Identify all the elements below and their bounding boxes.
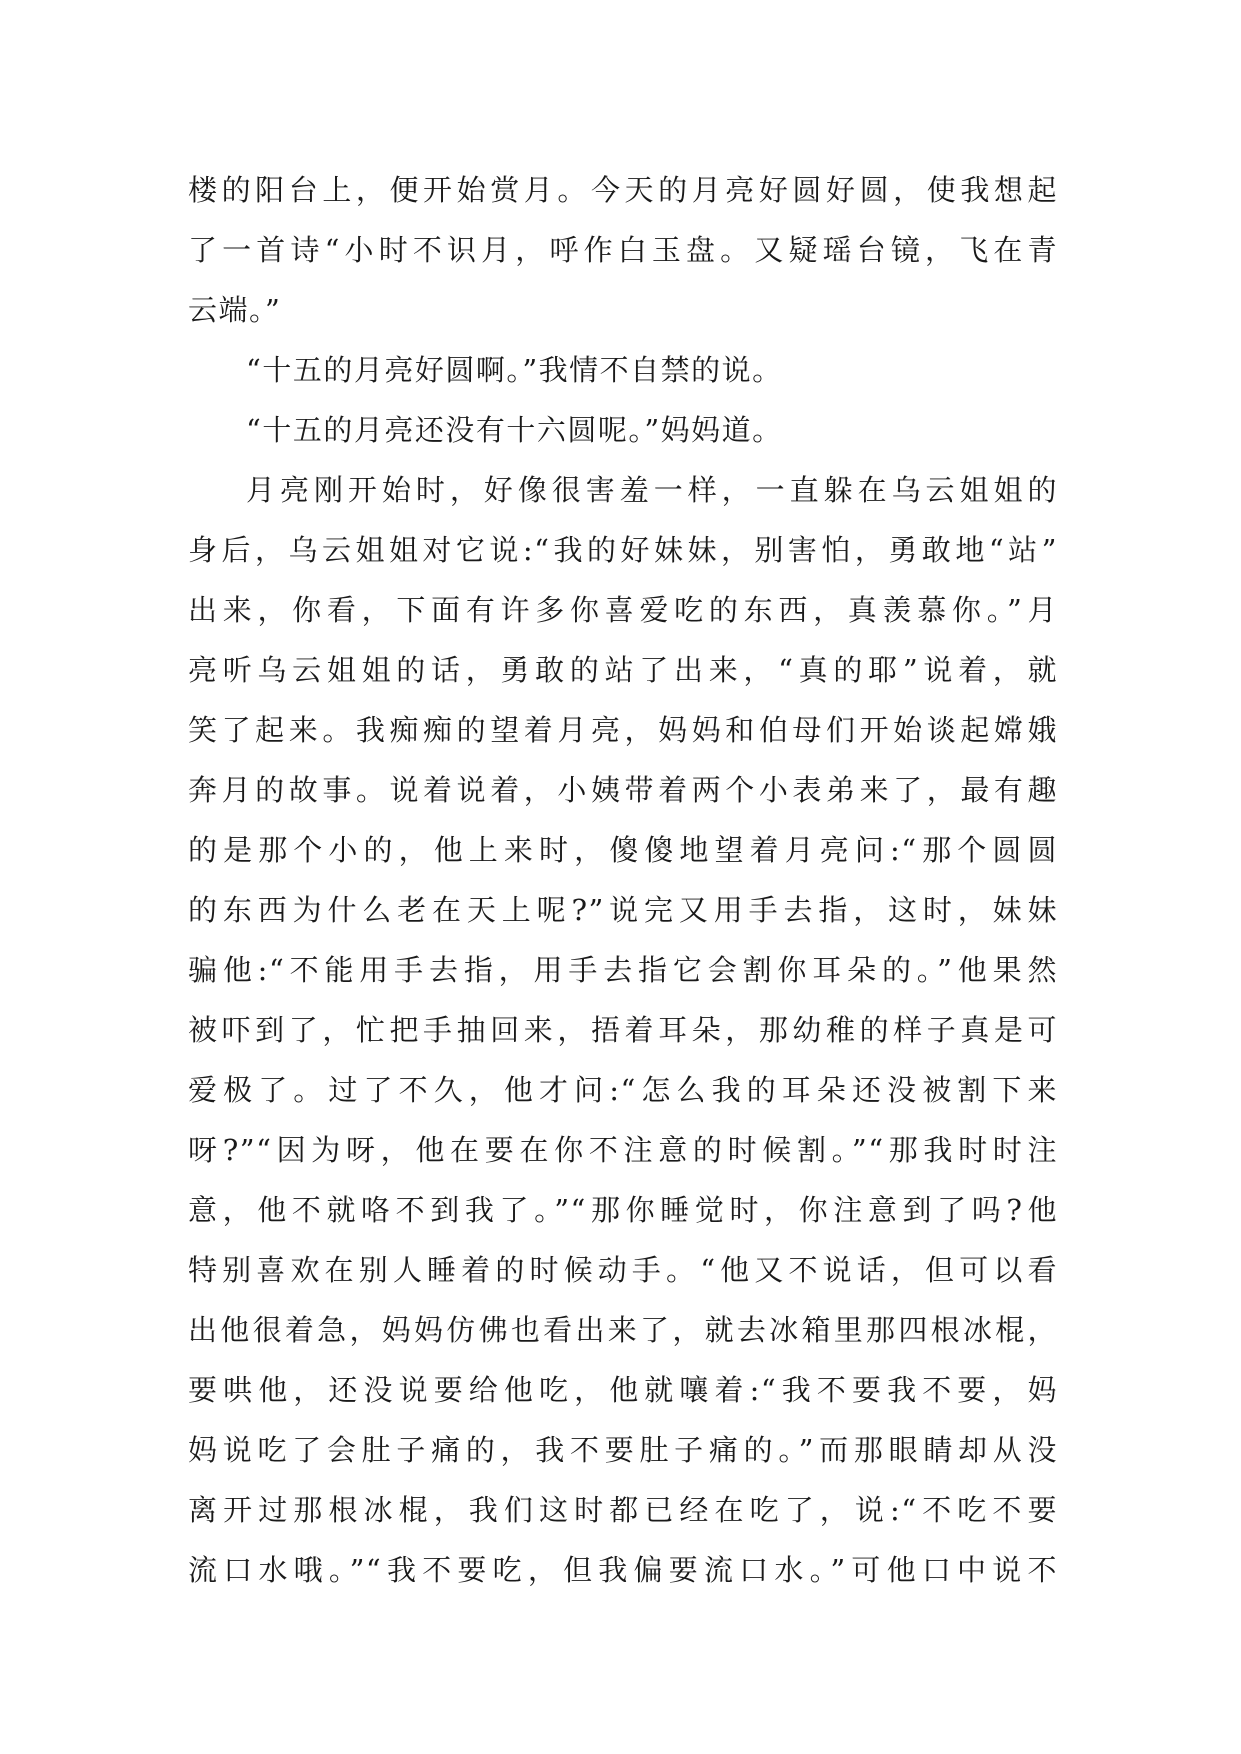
text-line: 了一首诗“小时不识月，呼作白玉盘。又疑瑶台镜，飞在青 (188, 233, 1058, 267)
text-line: 流口水哦。”“我不要吃，但我偏要流口水。”可他口中说不 (188, 1553, 1058, 1587)
text-line: 离开过那根冰棍，我们这时都已经在吃了，说:“不吃不要 (188, 1493, 1058, 1527)
text-line: 亮听乌云姐姐的话，勇敢的站了出来，“真的耶”说着，就 (188, 653, 1058, 687)
text-line: 出来，你看，下面有许多你喜爱吃的东西，真羡慕你。”月 (188, 593, 1058, 627)
text-line: 笑了起来。我痴痴的望着月亮，妈妈和伯母们开始谈起嫦娥 (188, 713, 1058, 747)
text-line: 身后，乌云姐姐对它说:“我的好妹妹，别害怕，勇敢地“站” (188, 533, 1058, 567)
text-line: “十五的月亮还没有十六圆呢。”妈妈道。 (246, 413, 783, 447)
text-line: 骗他:“不能用手去指，用手去指它会割你耳朵的。”他果然 (188, 953, 1058, 987)
text-line: 被吓到了，忙把手抽回来，捂着耳朵，那幼稚的样子真是可 (188, 1013, 1058, 1047)
text-line: 意，他不就咯不到我了。”“那你睡觉时，你注意到了吗?他 (188, 1193, 1058, 1227)
text-line: 的是那个小的，他上来时，傻傻地望着月亮问:“那个圆圆 (188, 833, 1058, 867)
text-line: 爱极了。过了不久，他才问:“怎么我的耳朵还没被割下来 (188, 1073, 1058, 1107)
text-line: 呀?”“因为呀，他在要在你不注意的时候割。”“那我时时注 (188, 1133, 1058, 1167)
body-text (188, 160, 1058, 1600)
text-line: 云端。” (188, 293, 282, 327)
text-line: 奔月的故事。说着说着，小姨带着两个小表弟来了，最有趣 (188, 773, 1058, 807)
text-line: 要哄他，还没说要给他吃，他就嚷着:“我不要我不要，妈 (188, 1373, 1058, 1407)
text-line: 出他很着急，妈妈仿佛也看出来了，就去冰箱里那四根冰棍， (188, 1313, 1058, 1347)
text-line: 月亮刚开始时，好像很害羞一样，一直躲在乌云姐姐的 (246, 473, 1058, 507)
text-line: 楼的阳台上，便开始赏月。今天的月亮好圆好圆，使我想起 (188, 173, 1058, 207)
text-line: 特别喜欢在别人睡着的时候动手。“他又不说话，但可以看 (188, 1253, 1058, 1287)
text-line: “十五的月亮好圆啊。”我情不自禁的说。 (246, 353, 783, 387)
text-line: 妈说吃了会肚子痛的，我不要肚子痛的。”而那眼睛却从没 (188, 1433, 1058, 1467)
text-line: 的东西为什么老在天上呢?”说完又用手去指，这时，妹妹 (188, 893, 1058, 927)
